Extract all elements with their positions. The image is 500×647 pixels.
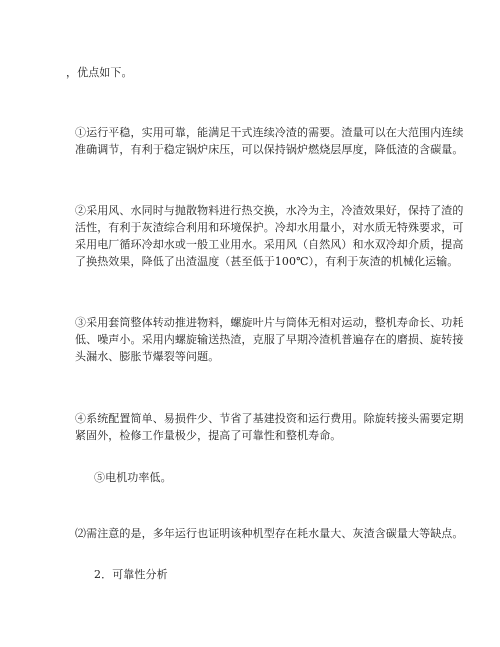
paragraph-line: 头漏水、膨胀节爆裂等问题。 [75, 350, 220, 363]
paragraph-line: 低、噪声小。采用内螺旋输送热渣，克服了早期冷渣机普遍存在的磨损、旋转接 [75, 333, 464, 346]
advantage-paragraph-2 [75, 202, 464, 270]
disadvantage-note: ⑵需注意的是，多年运行也证明该种机型存在耗水量大、灰渣含碳量大等缺点。 [75, 527, 464, 540]
advantage-paragraph-4 [75, 410, 464, 444]
intro-text: ，优点如下。 [66, 66, 133, 79]
paragraph-line: 紧固外，检修工作量极少，提高了可靠性和整机寿命。 [75, 429, 342, 442]
paragraph-line: 采用电厂循环冷却水或一般工业用水。采用风（自然风）和水双冷却介质，提高 [75, 238, 464, 251]
paragraph-line: ③采用套筒整体转动推进物料，螺旋叶片与筒体无相对运动，整机寿命长、功耗 [75, 316, 464, 329]
paragraph-line: ②采用风、水同时与抛散物料进行热交换，水冷为主，冷渣效果好，保持了渣的 [75, 204, 464, 217]
paragraph-line: ④系统配置简单、易损件少、节省了基建投资和运行费用。除旋转接头需要定期 [75, 412, 464, 425]
paragraph-line: ①运行平稳，实用可靠，能满足干式连续冷渣的需要。渣量可以在大范围内连续 [75, 126, 464, 139]
advantage-paragraph-3 [75, 314, 464, 365]
advantage-paragraph-1 [75, 124, 464, 158]
paragraph-line: 准确调节，有利于稳定锅炉床压，可以保持锅炉燃烧层厚度，降低渣的含碳量。 [75, 143, 464, 156]
paragraph-line: 了换热效果，降低了出渣温度（甚至低于100℃），有利于灰渣的机械化运输。 [75, 255, 459, 268]
section-heading: 2．可靠性分析 [94, 568, 168, 581]
paragraph-line: 活性，有利于灰渣综合利用和环境保护。冷却水用量小，对水质无特殊要求，可 [75, 221, 464, 234]
advantage-point-5: ⑤电机功率低。 [94, 471, 172, 484]
